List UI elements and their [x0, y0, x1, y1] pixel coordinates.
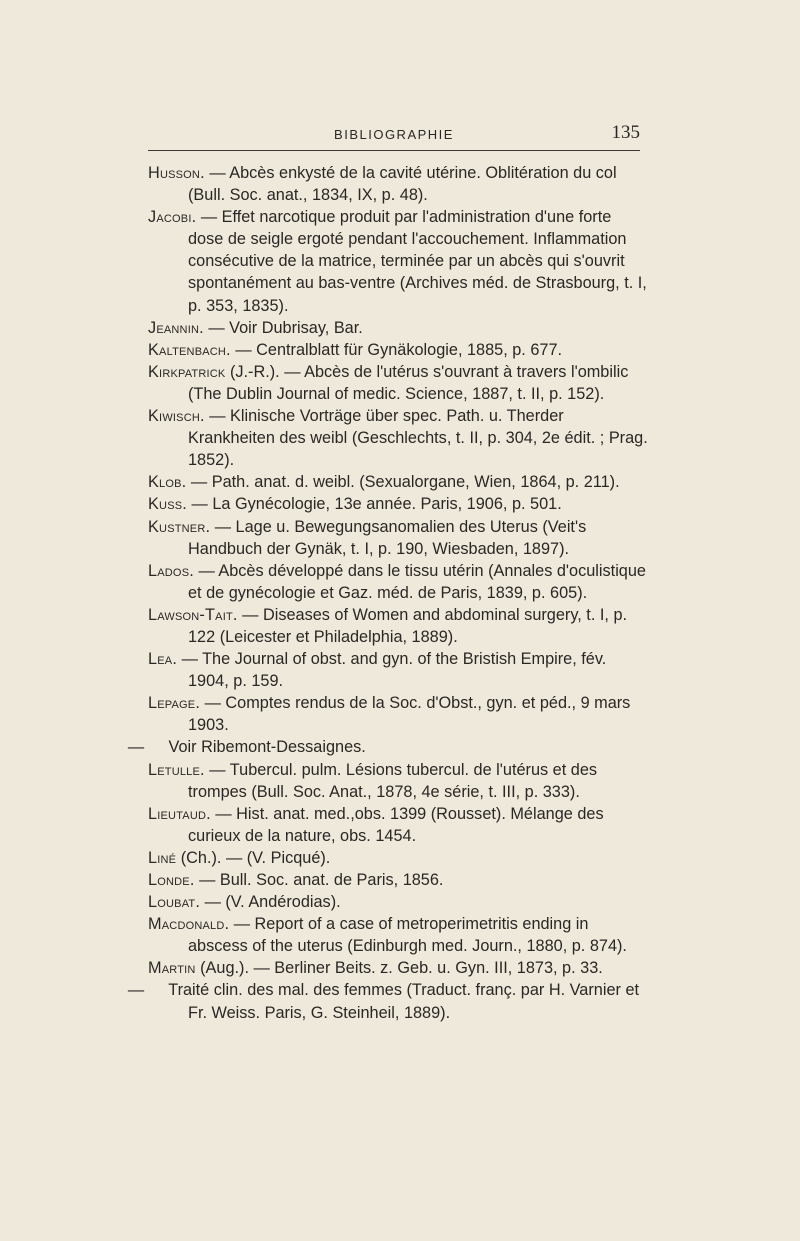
bibliography-entry: [148, 891, 648, 913]
entry-text: — (V. Andérodias).: [200, 893, 341, 912]
entry-text: — Bull. Soc. anat. de Paris, 1856.: [194, 871, 444, 889]
entry-author: —: [127, 981, 145, 1000]
entry-author: Loubat.: [148, 893, 201, 912]
page-header: [148, 122, 640, 146]
bibliography-entry: [148, 869, 648, 891]
entry-text: — Path. anat. d. weibl. (Sexualorgane, Wien, 1864, p. 211).: [186, 473, 620, 492]
bibliography-entry: [148, 471, 648, 493]
bibliography-entry: [127, 979, 648, 1023]
entry-text: — Abcès développé dans le tissu utérin (Annales d'oculistique et de gynécologie et Gaz. méd. de Paris, 1839, p. 605).: [188, 561, 646, 602]
entry-author: Londe.: [148, 871, 195, 889]
bibliography-entry: [148, 759, 648, 803]
bibliography-entry: [148, 847, 648, 869]
bibliography-entry: [127, 736, 648, 758]
page-number: 135: [611, 122, 640, 143]
bibliography-entry: [148, 913, 648, 957]
bibliography-entry: [148, 692, 648, 736]
entry-text: (Aug.). — Berliner Beits. z. Geb. u. Gyn. III, 1873, p. 33.: [195, 959, 603, 978]
bibliography-entry: [148, 516, 648, 560]
bibliography-entry: [148, 162, 648, 206]
entry-text: Voir Ribemont-Dessaignes.: [164, 738, 366, 757]
bibliography-entry: [148, 493, 648, 515]
bibliography-entry: [148, 560, 648, 604]
bibliography-entry: [148, 317, 648, 339]
entry-text: — Effet narcotique produit par l'administration d'une forte dose de seigle ergoté pendant l'accouchement. Inflammation consécutive de la matrice, terminée par un abcès qui s'ouvrit spontanément au bas-ventre (Archives méd. de Strasbourg, t. I, p. 353, 1835).: [188, 208, 647, 315]
entry-author: Jeannin.: [148, 318, 204, 337]
entry-text: (J.-R.). — Abcès de l'utérus s'ouvrant à travers l'ombilic (The Dublin Journal of medic. Science, 1887, t. II, p. 152).: [188, 362, 629, 403]
header-rule: [148, 150, 640, 151]
entry-author: Lepage.: [148, 694, 201, 713]
bibliography-entry: [148, 648, 648, 692]
bibliography-entry: [148, 604, 648, 648]
entry-author: Kaltenbach.: [148, 340, 231, 359]
entry-text: — Voir Dubrisay, Bar.: [203, 318, 363, 337]
entry-text: — The Journal of obst. and gyn. of the Bristish Empire, fév. 1904, p. 159.: [177, 650, 607, 691]
entry-author: Kuss.: [148, 495, 188, 514]
entry-author: Martin: [148, 959, 196, 978]
entry-author: —: [127, 738, 145, 757]
entry-author: Klob.: [148, 473, 187, 492]
bibliography-entry: [148, 361, 648, 405]
bibliography-entry: [148, 803, 648, 847]
bibliography-entry: [148, 339, 648, 361]
entry-text: — Comptes rendus de la Soc. d'Obst., gyn. et péd., 9 mars 1903.: [188, 694, 631, 735]
entry-text: — Report of a case of metroperimetritis ending in abscess of the uterus (Edinburgh med. Journ., 1880, p. 874).: [188, 915, 627, 956]
entry-text: — Abcès enkysté de la cavité utérine. Oblitération du col (Bull. Soc. anat., 1834, IX, p. 48).: [188, 164, 617, 205]
entry-author: Kustner.: [148, 517, 211, 536]
entry-text: — Hist. anat. med.,obs. 1399 (Rousset). Mélange des curieux de la nature, obs. 1454.: [188, 804, 604, 845]
entry-text: (Ch.). — (V. Picqué).: [176, 848, 331, 867]
entry-author: Lados.: [148, 561, 194, 580]
entry-author: Macdonald.: [148, 915, 230, 934]
entry-author: Husson.: [148, 164, 205, 182]
entry-author: Kiwisch.: [148, 407, 205, 426]
entry-author: Lawson-Tait.: [148, 605, 238, 624]
bibliography-entry: [148, 405, 648, 471]
entry-text: — Centralblatt für Gynäkologie, 1885, p. 677.: [230, 340, 563, 359]
entry-text: Traité clin. des mal. des femmes (Traduct. franç. par H. Varnier et Fr. Weiss. Paris, G. Steinheil, 1889).: [164, 981, 640, 1022]
running-title: BIBLIOGRAPHIE: [334, 127, 454, 142]
entry-author: Lieutaud.: [148, 804, 211, 823]
bibliography-entry: [148, 206, 648, 316]
entry-author: Letulle.: [148, 760, 205, 779]
entry-author: Lea.: [148, 650, 178, 669]
entry-text: — Klinische Vorträge über spec. Path. u. Therder Krankheiten des weibl (Geschlechts, t. II, p. 304, 2e édit. ; Prag. 1852).: [188, 407, 648, 470]
entry-text: — Lage u. Bewegungsanomalien des Uterus (Veit's Handbuch der Gynäk, t. I, p. 190, Wiesbaden, 1897).: [188, 517, 587, 558]
bibliography-entry: [148, 957, 648, 979]
entry-author: Liné: [148, 848, 177, 867]
entry-text: — La Gynécologie, 13e année. Paris, 1906, p. 501.: [187, 495, 562, 514]
entry-author: Jacobi.: [148, 208, 197, 227]
bibliography-list: [127, 162, 648, 1024]
entry-text: — Tubercul. pulm. Lésions tubercul. de l'utérus et des trompes (Bull. Soc. Anat., 1878, 4e série, t. III, p. 333).: [188, 760, 598, 801]
entry-author: Kirkpatrick: [148, 362, 226, 381]
entry-text: — Diseases of Women and abdominal surgery, t. I, p. 122 (Leicester et Philadelphia, 1889).: [188, 605, 628, 646]
